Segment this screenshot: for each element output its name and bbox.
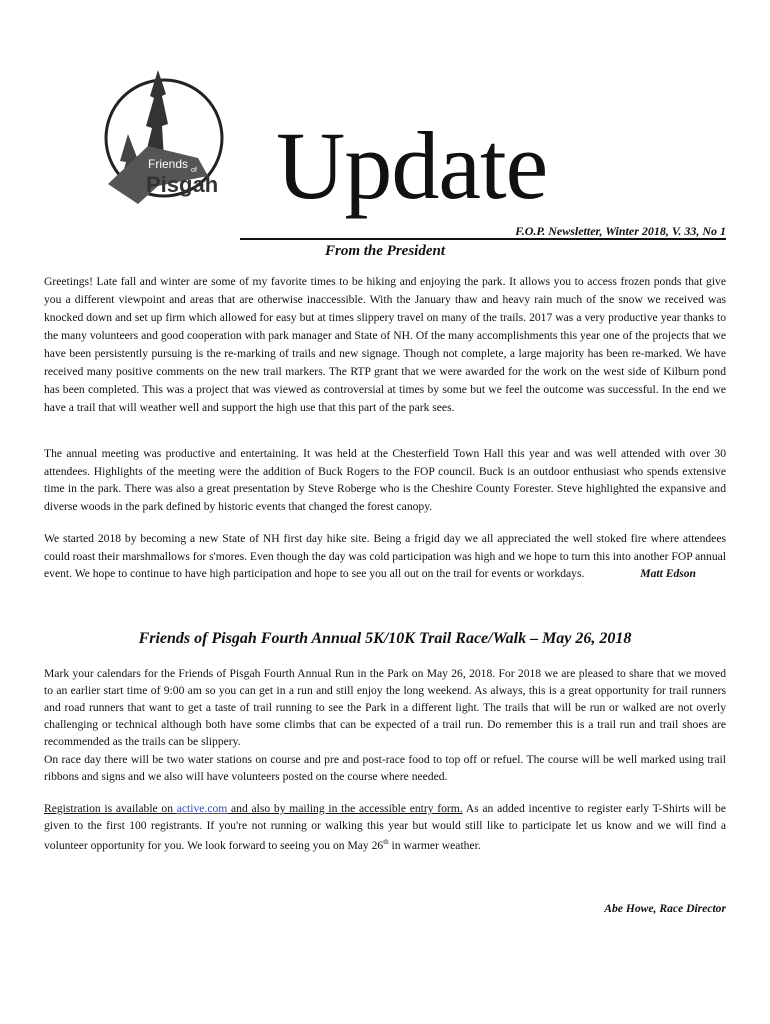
race-director-signature: Abe Howe, Race Director [604, 902, 726, 915]
issue-info: F.O.P. Newsletter, Winter 2018, V. 33, No 1 [515, 224, 726, 238]
race-paragraph: On race day there will be two water stations on course and pre and post-race food to top off or refuel. The course will be well marked using trail ribbons and signs and we also will have volunteers posted on the course where needed. [44, 753, 726, 783]
svg-text:of: of [191, 167, 197, 174]
registration-paragraph [44, 800, 726, 854]
president-heading: From the President [324, 243, 445, 259]
header-rule [240, 238, 726, 240]
president-paragraph: Greetings! Late fall and winter are some of my favorite times to be hiking and enjoying the park. It allows you to access frozen ponds that give you a different viewpoint and areas that are otherwise inaccessible. With the January thaw and heavy rain much of the snow we received was knocked down and set up firm which allowed for easy but at times slippery travel on many of the trails. 2017 was a very productive year thanks to the many volunteers and good cooperation with park manager and State of NH. Of the many accomplishments this year one of the projects that we have been persistently pursuing is the re-marking of trails and new signage. Though not complete, a large majority has been re-marked. We have received many positive comments on the new trail markers. The RTP grant that we were awarded for the work on the west side of Kilburn pond has been completed. This was a project that was viewed as controversial at times by some but we feel the outcome was successful. In the end we have a trail that will weather well and support the high use that this part of the park sees. [44, 275, 726, 414]
svg-text:Pisgah: Pisgah [146, 172, 219, 197]
president-signature: Matt Edson [640, 567, 696, 581]
active-com-link[interactable]: active.com [176, 802, 228, 815]
svg-text:Friends: Friends [148, 157, 189, 171]
friends-of-pisgah-logo [98, 66, 228, 206]
president-paragraph: The annual meeting was productive and entertaining. It was held at the Chesterfield Town Hall this year and was well attended with over 30 attendees. Highlights of the meeting were the addition of Buck Rogers to the FOP council. Buck is an outdoor enthusiast who spends extensive time in the park. There was also a great presentation by Steve Roberge who is the Cheshire County Forester. Steve highlighted the expansive and diverse woods in the park defined by historic events that changed the forest canopy. [44, 447, 726, 513]
registration-end: in warmer weather. [388, 838, 481, 852]
paragraph-text: We started 2018 by becoming a new State of NH first day hike site. Being a frigid day we all appreciated the well stoked fire where attendees could roast their marshmallows for s'mores. Even though the day was cold participation was high and we hope to turn this into another FOP annual event. We hope to continue to have high participation and hope to see you all out on the trail for events or workdays. [44, 532, 727, 581]
race-heading: Friends of Pisgah Fourth Annual 5K/10K Trail Race/Walk – May 26, 2018 [138, 630, 632, 647]
ordinal-suffix: th [383, 838, 389, 846]
newsletter-title: Update [276, 112, 548, 219]
registration-rest: As an added incentive to register early T-Shirts will be given to the first 100 registrants. If you're not running or walking this year but would still like to participate let us know and we will find a volunteer opportunity for you. We look forward to seeing you on May 26 [44, 802, 726, 852]
registration-text: Registration is available on [44, 802, 177, 815]
race-paragraph: Mark your calendars for the Friends of Pisgah Fourth Annual Run in the Park on May 26, 2018. For 2018 we are pleased to share that we moved to an earlier start time of 9:00 am so you can get in a run and still enjoy the long weekend. As always, this is a great opportunity for trail runners and road runners that want to get a taste of trail running to see the Park in a different light. The trails that will be run or walked are not overly challenging or technical although both have some climbs that can be expected of a trail run. Do remember this is a trail run and trail shoes are recommended as the trails can be slippery. [44, 667, 726, 748]
president-paragraph [44, 530, 726, 583]
entry-form-text: and also by mailing in the accessible entry form. [227, 802, 463, 815]
